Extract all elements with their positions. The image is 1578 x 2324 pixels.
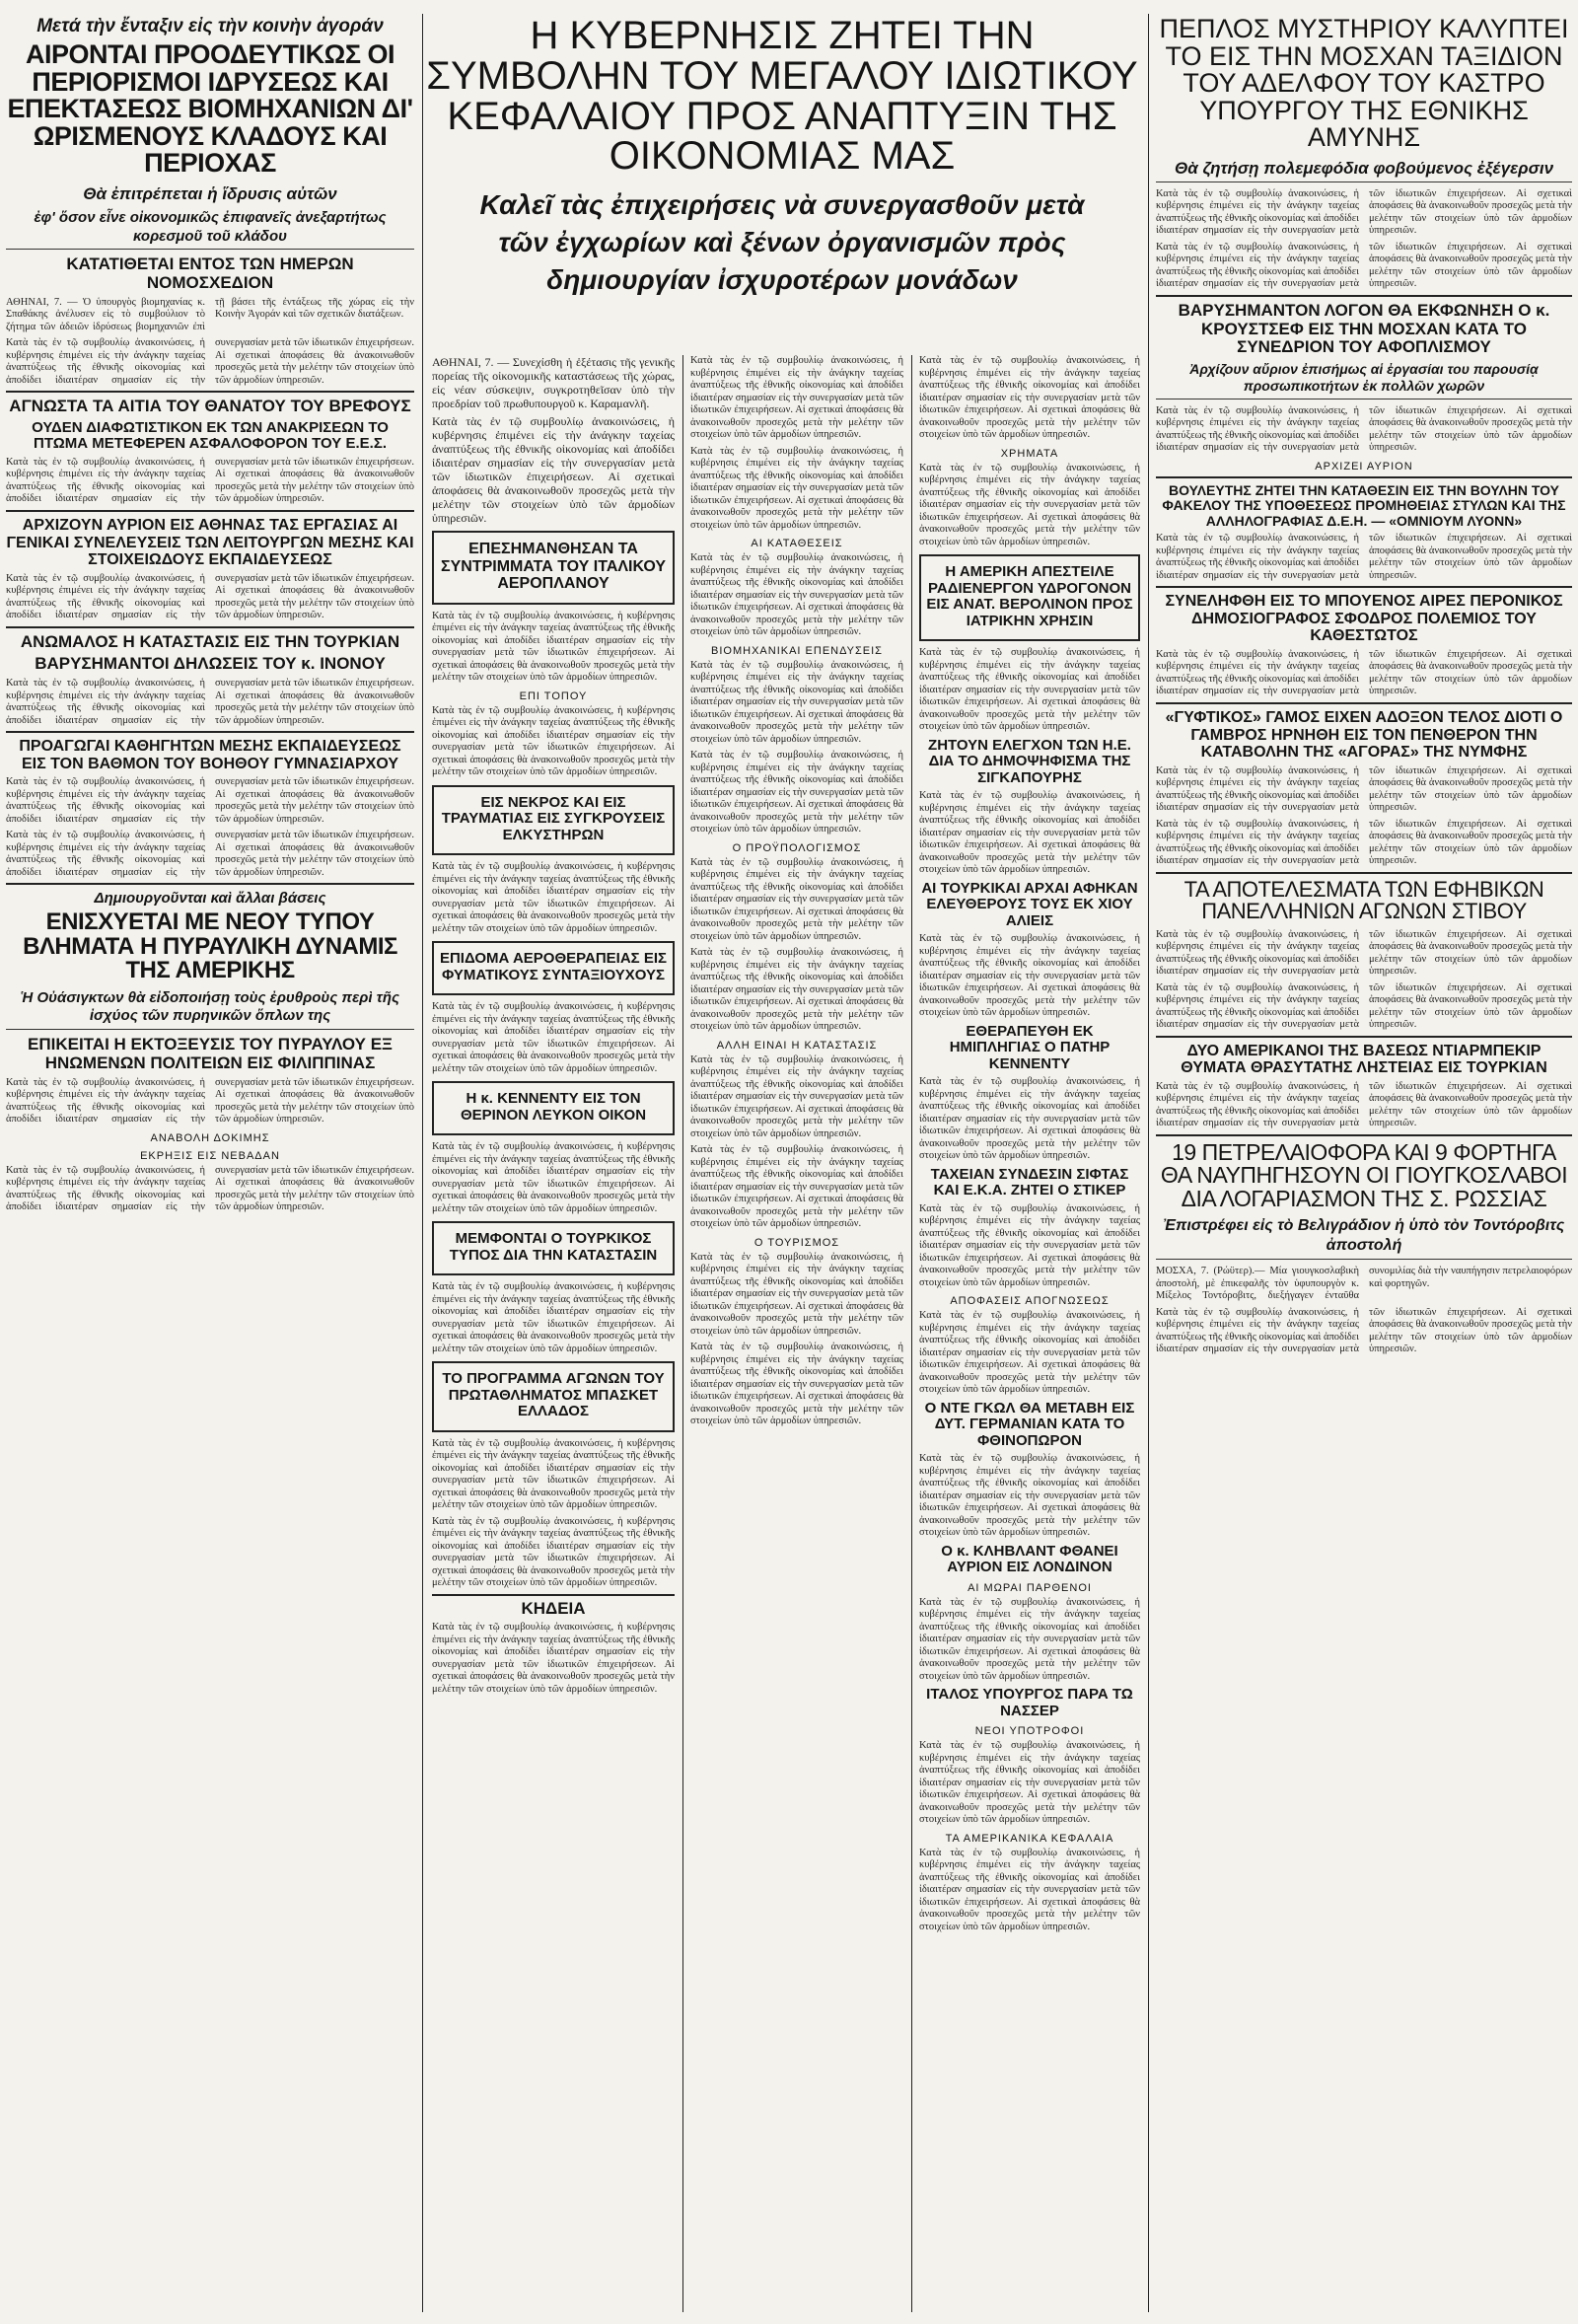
right-story7-body: Κατὰ τὰς ἐν τῷ συμβουλίῳ ἀνακοινώσεις, ἡ κυβέρνησις ἐπιμένει εἰς τὴν ἀνάγκην ταχείας ἀναπτύξεως τῆς ἐθνικῆς οἰκονομίας καὶ ἀποδίδει ἰδιαιτέραν σημασίαν εἰς τὴν συνεργασίαν μετὰ τῶν ἰδιωτικῶν ἐπιχειρήσεων. Αἱ σχετικαὶ ἀποφάσεις θὰ ἀνακοινωθοῦν προσεχῶς μετὰ τὴν μελέτην τῶν στοιχείων ὑπὸ τῶν ἁρμοδίων ὑπηρεσιῶν.: [1156, 1080, 1572, 1129]
center-box1: [432, 531, 675, 605]
center-middle-column: [684, 355, 909, 2312]
center-right-body3: Κατὰ τὰς ἐν τῷ συμβουλίῳ ἀνακοινώσεις, ἡ κυβέρνησις ἐπιμένει εἰς τὴν ἀνάγκην ταχείας ἀναπτύξεως τῆς ἐθνικῆς οἰκονομίας καὶ ἀποδίδει ἰδιαιτέραν σημασίαν εἰς τὴν συνεργασίαν μετὰ τῶν ἰδιωτικῶν ἐπιχειρήσεων. Αἱ σχετικαὶ ἀποφάσεις θὰ ἀνακοινωθοῦν προσεχῶς μετὰ τὴν μελέτην τῶν στοιχείων ὑπὸ τῶν ἁρμοδίων ὑπηρεσιῶν.: [919, 1310, 1140, 1395]
center-mid-body2: Κατὰ τὰς ἐν τῷ συμβουλίῳ ἀνακοινώσεις, ἡ κυβέρνησις ἐπιμένει εἰς τὴν ἀνάγκην ταχείας ἀναπτύξεως τῆς ἐθνικῆς οἰκονομίας καὶ ἀποδίδει ἰδιαιτέραν σημασίαν εἰς τὴν συνεργασίαν μετὰ τῶν ἰδιωτικῶν ἐπιχειρήσεων. Αἱ σχετικαὶ ἀποφάσεις θὰ ἀνακοινωθοῦν προσεχῶς μετὰ τὴν μελέτην τῶν στοιχείων ὑπὸ τῶν ἁρμοδίων ὑπηρεσιῶν.: [690, 552, 903, 637]
center-mid-small2: ΒΙΟΜΗΧΑΝΙΚΑΙ ΕΠΕΝΔΥΣΕΙΣ: [711, 644, 883, 657]
center-mid-body3: Κατὰ τὰς ἐν τῷ συμβουλίῳ ἀνακοινώσεις, ἡ κυβέρνησις ἐπιμένει εἰς τὴν ἀνάγκην ταχείας ἀναπτύξεως τῆς ἐθνικῆς οἰκονομίας καὶ ἀποδίδει ἰδιαιτέραν σημασίαν εἰς τὴν συνεργασίαν μετὰ τῶν ἰδιωτικῶν ἐπιχειρήσεων. Αἱ σχετικαὶ ἀποφάσεις θὰ ἀνακοινωθοῦν προσεχῶς μετὰ τὴν μελέτην τῶν στοιχείων ὑπὸ τῶν ἁρμοδίων ὑπηρεσιῶν.: [690, 659, 903, 745]
right-column: [1150, 14, 1578, 2312]
right-sub: Θὰ ζητήσῃ πολεμεφόδια φοβούμενος ἐξέγερσιν: [1156, 158, 1572, 182]
right-story2-body: Κατὰ τὰς ἐν τῷ συμβουλίῳ ἀνακοινώσεις, ἡ κυβέρνησις ἐπιμένει εἰς τὴν ἀνάγκην ταχείας ἀναπτύξεως τῆς ἐθνικῆς οἰκονομίας καὶ ἀποδίδει ἰδιαιτέραν σημασίαν εἰς τὴν συνεργασίαν μετὰ τῶν ἰδιωτικῶν ἐπιχειρήσεων. Αἱ σχετικαὶ ἀποφάσεις θὰ ἀνακοινωθοῦν προσεχῶς μετὰ τὴν μελέτην τῶν στοιχείων ὑπὸ τῶν ἁρμοδίων ὑπηρεσιῶν.: [1156, 404, 1572, 454]
left-story5-head: ΠΡΟΑΓΩΓΑΙ ΚΑΘΗΓΗΤΩΝ ΜΕΣΗΣ ΕΚΠΑΙΔΕΥΣΕΩΣ ΕΙΣ ΤΟΝ ΒΑΘΜΟΝ ΤΟΥ ΒΟΗΘΟΥ ΓΥΜΝΑΣΙΑΡΧΟΥ: [19, 738, 401, 772]
left-story7-small: ΑΝΑΒΟΛΗ ΔΟΚΙΜΗΣ: [150, 1131, 270, 1144]
center-mid-body5: Κατὰ τὰς ἐν τῷ συμβουλίῳ ἀνακοινώσεις, ἡ κυβέρνησις ἐπιμένει εἰς τὴν ἀνάγκην ταχείας ἀναπτύξεως τῆς ἐθνικῆς οἰκονομίας καὶ ἀποδίδει ἰδιαιτέραν σημασίαν εἰς τὴν συνεργασίαν μετὰ τῶν ἰδιωτικῶν ἐπιχειρήσεων. Αἱ σχετικαὶ ἀποφάσεις θὰ ἀνακοινωθοῦν προσεχῶς μετὰ τὴν μελέτην τῶν στοιχείων ὑπὸ τῶν ἁρμοδίων ὑπηρεσιῶν.: [690, 1053, 903, 1139]
center-left-column: [426, 355, 681, 2312]
center-right-small4: ΤΑ ΑΜΕΡΙΚΑΝΙΚΑ ΚΕΦΑΛΑΙΑ: [945, 1832, 1114, 1845]
center-mid-body1b: Κατὰ τὰς ἐν τῷ συμβουλίῳ ἀνακοινώσεις, ἡ κυβέρνησις ἐπιμένει εἰς τὴν ἀνάγκην ταχείας ἀναπτύξεως τῆς ἐθνικῆς οἰκονομίας καὶ ἀποδίδει ἰδιαιτέραν σημασίαν εἰς τὴν συνεργασίαν μετὰ τῶν ἰδιωτικῶν ἐπιχειρήσεων. Αἱ σχετικαὶ ἀποφάσεις θὰ ἀνακοινωθοῦν προσεχῶς μετὰ τὴν μελέτην τῶν στοιχείων ὑπὸ τῶν ἁρμοδίων ὑπηρεσιῶν.: [690, 445, 903, 531]
center-box1-body: Κατὰ τὰς ἐν τῷ συμβουλίῳ ἀνακοινώσεις, ἡ κυβέρνησις ἐπιμένει εἰς τὴν ἀνάγκην ταχείας ἀναπτύξεως τῆς ἐθνικῆς οἰκονομίας καὶ ἀποδίδει ἰδιαιτέραν σημασίαν εἰς τὴν συνεργασίαν μετὰ τῶν ἰδιωτικῶν ἐπιχειρήσεων. Αἱ σχετικαὶ ἀποφάσεις θὰ ἀνακοινωθοῦν προσεχῶς μετὰ τὴν μελέτην τῶν στοιχείων ὑπὸ τῶν ἁρμοδίων ὑπηρεσιῶν.: [432, 610, 675, 684]
center-right-body1: Κατὰ τὰς ἐν τῷ συμβουλίῳ ἀνακοινώσεις, ἡ κυβέρνησις ἐπιμένει εἰς τὴν ἀνάγκην ταχείας ἀναπτύξεως τῆς ἐθνικῆς οἰκονομίας καὶ ἀποδίδει ἰδιαιτέραν σημασίαν εἰς τὴν συνεργασίαν μετὰ τῶν ἰδιωτικῶν ἐπιχειρήσεων. Αἱ σχετικαὶ ἀποφάσεις θὰ ἀνακοινωθοῦν προσεχῶς μετὰ τὴν μελέτην τῶν στοιχείων ὑπὸ τῶν ἁρμοδίων ὑπηρεσιῶν.: [919, 355, 1140, 440]
column-rule: [682, 355, 683, 2312]
center-mid-small5: Ο ΤΟΥΡΙΣΜΟΣ: [753, 1236, 840, 1249]
center-rbox6-head: Ο ΝΤΕ ΓΚΩΛ ΘΑ ΜΕΤΑΒΗ ΕΙΣ ΔΥΤ. ΓΕΡΜΑΝΙΑΝ ΚΑΤΑ ΤΟ ΦΘΙΝΟΠΩΡΟΝ: [924, 1399, 1135, 1449]
center-rbox4-body: Κατὰ τὰς ἐν τῷ συμβουλίῳ ἀνακοινώσεις, ἡ κυβέρνησις ἐπιμένει εἰς τὴν ἀνάγκην ταχείας ἀναπτύξεως τῆς ἐθνικῆς οἰκονομίας καὶ ἀποδίδει ἰδιαιτέραν σημασίαν εἰς τὴν συνεργασίαν μετὰ τῶν ἰδιωτικῶν ἐπιχειρήσεων. Αἱ σχετικαὶ ἀποφάσεις θὰ ἀνακοινωθοῦν προσεχῶς μετὰ τὴν μελέτην τῶν στοιχείων ὑπὸ τῶν ἁρμοδίων ὑπηρεσιῶν.: [919, 1076, 1140, 1161]
column-rule: [422, 14, 423, 2312]
center-box1-head: ΕΠΕΣΗΜΑΝΘΗΣΑΝ ΤΑ ΣΥΝΤΡΙΜΜΑΤΑ ΤΟΥ ΙΤΑΛΙΚΟΥ ΑΕΡΟΠΛΑΝΟΥ: [441, 541, 666, 593]
center-mid-small1: ΑΙ ΚΑΤΑΘΕΣΕΙΣ: [751, 538, 843, 549]
right-story2-small: ΑΡΧΙΖΕΙ ΑΥΡΙΟΝ: [1315, 460, 1413, 472]
center-mid-body5b: Κατὰ τὰς ἐν τῷ συμβουλίῳ ἀνακοινώσεις, ἡ κυβέρνησις ἐπιμένει εἰς τὴν ἀνάγκην ταχείας ἀναπτύξεως τῆς ἐθνικῆς οἰκονομίας καὶ ἀποδίδει ἰδιαιτέραν σημασίαν εἰς τὴν συνεργασίαν μετὰ τῶν ἰδιωτικῶν ἐπιχειρήσεων. Αἱ σχετικαὶ ἀποφάσεις θὰ ἀνακοινωθοῦν προσεχῶς μετὰ τὴν μελέτην τῶν στοιχείων ὑπὸ τῶν ἁρμοδίων ὑπηρεσιῶν.: [690, 1144, 903, 1229]
left-headline: ΑΙΡΟΝΤΑΙ ΠΡΟΟΔΕΥΤΙΚΩΣ ΟΙ ΠΕΡΙΟΡΙΣΜΟΙ ΙΔΡΥΣΕΩΣ ΚΑΙ ΕΠΕΚΤΑΣΕΩΣ ΒΙΟΜΗΧΑΝΙΩΝ ΔΙ' ΩΡΙΣΜΕΝΟΥΣ ΚΛΑΔΟΥΣ ΚΑΙ ΠΕΡΙΟΧΑΣ: [7, 39, 413, 179]
divider: [1156, 872, 1572, 874]
center-right-body6: Κατὰ τὰς ἐν τῷ συμβουλίῳ ἀνακοινώσεις, ἡ κυβέρνησις ἐπιμένει εἰς τὴν ἀνάγκην ταχείας ἀναπτύξεως τῆς ἐθνικῆς οἰκονομίας καὶ ἀποδίδει ἰδιαιτέραν σημασίαν εἰς τὴν συνεργασίαν μετὰ τῶν ἰδιωτικῶν ἐπιχειρήσεων. Αἱ σχετικαὶ ἀποφάσεις θὰ ἀνακοινωθοῦν προσεχῶς μετὰ τὴν μελέτην τῶν στοιχείων ὑπὸ τῶν ἁρμοδίων ὑπηρεσιῶν.: [919, 1847, 1140, 1932]
right-headline: ΠΕΠΛΟΣ ΜΥΣΤΗΡΙΟΥ ΚΑΛΥΠΤΕΙ ΤΟ ΕΙΣ ΤΗΝ ΜΟΣΧΑΝ ΤΑΞΙΔΙΟΝ ΤΟΥ ΑΔΕΛΦΟΥ ΤΟΥ ΚΑΣΤΡΟ ΥΠΟΥΡΓΟΥ ΤΗΣ ΕΘΝΙΚΗΣ ΑΜΥΝΗΣ: [1159, 14, 1569, 153]
divider: [1156, 1134, 1572, 1136]
center-rbox2-body: Κατὰ τὰς ἐν τῷ συμβουλίῳ ἀνακοινώσεις, ἡ κυβέρνησις ἐπιμένει εἰς τὴν ἀνάγκην ταχείας ἀναπτύξεως τῆς ἐθνικῆς οἰκονομίας καὶ ἀποδίδει ἰδιαιτέραν σημασίαν εἰς τὴν συνεργασίαν μετὰ τῶν ἰδιωτικῶν ἐπιχειρήσεων. Αἱ σχετικαὶ ἀποφάσεις θὰ ἀνακοινωθοῦν προσεχῶς μετὰ τὴν μελέτην τῶν στοιχείων ὑπὸ τῶν ἁρμοδίων ὑπηρεσιῶν.: [919, 790, 1140, 875]
left-story8-body: Κατὰ τὰς ἐν τῷ συμβουλίῳ ἀνακοινώσεις, ἡ κυβέρνησις ἐπιμένει εἰς τὴν ἀνάγκην ταχείας ἀναπτύξεως τῆς ἐθνικῆς οἰκονομίας καὶ ἀποδίδει ἰδιαιτέραν σημασίαν εἰς τὴν συνεργασίαν μετὰ τῶν ἰδιωτικῶν ἐπιχειρήσεων. Αἱ σχετικαὶ ἀποφάσεις θὰ ἀνακοινωθοῦν προσεχῶς μετὰ τὴν μελέτην τῶν στοιχείων ὑπὸ τῶν ἁρμοδίων ὑπηρεσιῶν.: [6, 1164, 414, 1213]
left-story4-sub: ΒΑΡΥΣΗΜΑΝΤΟΙ ΔΗΛΩΣΕΙΣ ΤΟΥ κ. ΙΝΟΝΟΥ: [35, 654, 386, 674]
center-rbox3-head: ΑΙ ΤΟΥΡΚΙΚΑΙ ΑΡΧΑΙ ΑΦΗΚΑΝ ΕΛΕΥΘΕΡΟΥΣ ΤΟΥΣ ΕΚ ΧΙΟΥ ΑΛΙΕΙΣ: [921, 879, 1138, 929]
center-box5-head: ΜΕΜΦΟΝΤΑΙ Ο ΤΟΥΡΚΙΚΟΣ ΤΥΠΟΣ ΔΙΑ ΤΗΝ ΚΑΤΑΣΤΑΣΙΝ: [449, 1230, 658, 1264]
center-rbox3-body: Κατὰ τὰς ἐν τῷ συμβουλίῳ ἀνακοινώσεις, ἡ κυβέρνησις ἐπιμένει εἰς τὴν ἀνάγκην ταχείας ἀναπτύξεως τῆς ἐθνικῆς οἰκονομίας καὶ ἀποδίδει ἰδιαιτέραν σημασίαν εἰς τὴν συνεργασίαν μετὰ τῶν ἰδιωτικῶν ἐπιχειρήσεων. Αἱ σχετικαὶ ἀποφάσεις θὰ ἀνακοινωθοῦν προσεχῶς μετὰ τὴν μελέτην τῶν στοιχείων ὑπὸ τῶν ἁρμοδίων ὑπηρεσιῶν.: [919, 933, 1140, 1018]
right-story6-head: ΤΑ ΑΠΟΤΕΛΕΣΜΑΤΑ ΤΩΝ ΕΦΗΒΙΚΩΝ ΠΑΝΕΛΛΗΝΙΩΝ ΑΓΩΝΩΝ ΣΤΙΒΟΥ: [1184, 876, 1544, 924]
center-box6-body2: Κατὰ τὰς ἐν τῷ συμβουλίῳ ἀνακοινώσεις, ἡ κυβέρνησις ἐπιμένει εἰς τὴν ἀνάγκην ταχείας ἀναπτύξεως τῆς ἐθνικῆς οἰκονομίας καὶ ἀποδίδει ἰδιαιτέραν σημασίαν εἰς τὴν συνεργασίαν μετὰ τῶν ἰδιωτικῶν ἐπιχειρήσεων. Αἱ σχετικαὶ ἀποφάσεις θὰ ἀνακοινωθοῦν προσεχῶς μετὰ τὴν μελέτην τῶν στοιχείων ὑπὸ τῶν ἁρμοδίων ὑπηρεσιῶν.: [432, 1515, 675, 1589]
right-story2-sub: Ἀρχίζουν αὔριον ἐπισήμως αἱ ἐργασίαι του παρουσίᾳ προσωπικοτήτων ἐκ πολλῶν χωρῶν: [1156, 361, 1572, 399]
left-story3-body: Κατὰ τὰς ἐν τῷ συμβουλίῳ ἀνακοινώσεις, ἡ κυβέρνησις ἐπιμένει εἰς τὴν ἀνάγκην ταχείας ἀναπτύξεως τῆς ἐθνικῆς οἰκονομίας καὶ ἀποδίδει ἰδιαιτέραν σημασίαν εἰς τὴν συνεργασίαν μετὰ τῶν ἰδιωτικῶν ἐπιχειρήσεων. Αἱ σχετικαὶ ἀποφάσεις θὰ ἀνακοινωθοῦν προσεχῶς μετὰ τὴν μελέτην τῶν στοιχείων ὑπὸ τῶν ἁρμοδίων ὑπηρεσιῶν.: [6, 572, 414, 621]
left-story4-head: ΑΝΩΜΑΛΟΣ Η ΚΑΤΑΣΤΑΣΙΣ ΕΙΣ ΤΗΝ ΤΟΥΡΚΙΑΝ: [20, 631, 400, 651]
center-mid-body6b: Κατὰ τὰς ἐν τῷ συμβουλίῳ ἀνακοινώσεις, ἡ κυβέρνησις ἐπιμένει εἰς τὴν ἀνάγκην ταχείας ἀναπτύξεως τῆς ἐθνικῆς οἰκονομίας καὶ ἀποδίδει ἰδιαιτέραν σημασίαν εἰς τὴν συνεργασίαν μετὰ τῶν ἰδιωτικῶν ἐπιχειρήσεων. Αἱ σχετικαὶ ἀποφάσεις θὰ ἀνακοινωθοῦν προσεχῶς μετὰ τὴν μελέτην τῶν στοιχείων ὑπὸ τῶν ἁρμοδίων ὑπηρεσιῶν.: [690, 1342, 903, 1426]
center-right-body2: Κατὰ τὰς ἐν τῷ συμβουλίῳ ἀνακοινώσεις, ἡ κυβέρνησις ἐπιμένει εἰς τὴν ἀνάγκην ταχείας ἀναπτύξεως τῆς ἐθνικῆς οἰκονομίας καὶ ἀποδίδει ἰδιαιτέραν σημασίαν εἰς τὴν συνεργασίαν μετὰ τῶν ἰδιωτικῶν ἐπιχειρήσεων. Αἱ σχετικαὶ ἀποφάσεις θὰ ἀνακοινωθοῦν προσεχῶς μετὰ τὴν μελέτην τῶν στοιχείων ὑπὸ τῶν ἁρμοδίων ὑπηρεσιῶν.: [919, 462, 1140, 547]
center-rbox1-head: Η ΑΜΕΡΙΚΗ ΑΠΕΣΤΕΙΛΕ ΡΑΔΙΕΝΕΡΓΟΝ ΥΔΡΟΓΟΝΟΝ ΕΙΣ ΑΝΑΤ. ΒΕΡΟΛΙΝΟΝ ΠΡΟΣ ΙΑΤΡΙΚΗΝ ΧΡΗΣΙΝ: [926, 563, 1133, 629]
center-box4-head: Η κ. ΚΕΝΝΕΝΤΥ ΕΙΣ ΤΟΝ ΘΕΡΙΝΟΝ ΛΕΥΚΟΝ ΟΙΚΟΝ: [460, 1090, 647, 1124]
center-right-body4: Κατὰ τὰς ἐν τῷ συμβουλίῳ ἀνακοινώσεις, ἡ κυβέρνησις ἐπιμένει εἰς τὴν ἀνάγκην ταχείας ἀναπτύξεως τῆς ἐθνικῆς οἰκονομίας καὶ ἀποδίδει ἰδιαιτέραν σημασίαν εἰς τὴν συνεργασίαν μετὰ τῶν ἰδιωτικῶν ἐπιχειρήσεων. Αἱ σχετικαὶ ἀποφάσεις θὰ ἀνακοινωθοῦν προσεχῶς μετὰ τὴν μελέτην τῶν στοιχείων ὑπὸ τῶν ἁρμοδίων ὑπηρεσιῶν.: [919, 1596, 1140, 1682]
center-banner: [420, 14, 1144, 299]
center-box1-body2: Κατὰ τὰς ἐν τῷ συμβουλίῳ ἀνακοινώσεις, ἡ κυβέρνησις ἐπιμένει εἰς τὴν ἀνάγκην ταχείας ἀναπτύξεως τῆς ἐθνικῆς οἰκονομίας καὶ ἀποδίδει ἰδιαιτέραν σημασίαν εἰς τὴν συνεργασίαν μετὰ τῶν ἰδιωτικῶν ἐπιχειρήσεων. Αἱ σχετικαὶ ἀποφάσεις θὰ ἀνακοινωθοῦν προσεχῶς μετὰ τὴν μελέτην τῶν στοιχείων ὑπὸ τῶν ἁρμοδίων ὑπηρεσιῶν.: [432, 704, 675, 778]
center-right-column: [913, 355, 1146, 2312]
center-box4: [432, 1081, 675, 1135]
left-sub2: ἐφ' ὅσον εἶνε οἰκονομικῶς ἐπιφανεῖς ἀνεξαρτήτως κορεσμοῦ τοῦ κλάδου: [6, 209, 414, 251]
center-banner-headline: Η ΚΥΒΕΡΝΗΣΙΣ ΖΗΤΕΙ ΤΗΝ ΣΥΜΒΟΛΗΝ ΤΟΥ ΜΕΓΑΛΟΥ ΙΔΙΩΤΙΚΟΥ ΚΕΦΑΛΑΙΟΥ ΠΡΟΣ ΑΝΑΠΤΥΞΙΝ ΤΗΣ ΟΙΚΟΝΟΜΙΑΣ ΜΑΣ: [426, 14, 1138, 179]
right-story6-body: Κατὰ τὰς ἐν τῷ συμβουλίῳ ἀνακοινώσεις, ἡ κυβέρνησις ἐπιμένει εἰς τὴν ἀνάγκην ταχείας ἀναπτύξεως τῆς ἐθνικῆς οἰκονομίας καὶ ἀποδίδει ἰδιαιτέραν σημασίαν εἰς τὴν συνεργασίαν μετὰ τῶν ἰδιωτικῶν ἐπιχειρήσεων. Αἱ σχετικαὶ ἀποφάσεις θὰ ἀνακοινωθοῦν προσεχῶς μετὰ τὴν μελέτην τῶν στοιχείων ὑπὸ τῶν ἁρμοδίων ὑπηρεσιῶν.: [1156, 928, 1572, 978]
center-box4-body: Κατὰ τὰς ἐν τῷ συμβουλίῳ ἀνακοινώσεις, ἡ κυβέρνησις ἐπιμένει εἰς τὴν ἀνάγκην ταχείας ἀναπτύξεως τῆς ἐθνικῆς οἰκονομίας καὶ ἀποδίδει ἰδιαιτέραν σημασίαν εἰς τὴν συνεργασίαν μετὰ τῶν ἰδιωτικῶν ἐπιχειρήσεων. Αἱ σχετικαὶ ἀποφάσεις θὰ ἀνακοινωθοῦν προσεχῶς μετὰ τὴν μελέτην τῶν στοιχείων ὑπὸ τῶν ἁρμοδίων ὑπηρεσιῶν.: [432, 1141, 675, 1214]
right-story6-body2: Κατὰ τὰς ἐν τῷ συμβουλίῳ ἀνακοινώσεις, ἡ κυβέρνησις ἐπιμένει εἰς τὴν ἀνάγκην ταχείας ἀναπτύξεως τῆς ἐθνικῆς οἰκονομίας καὶ ἀποδίδει ἰδιαιτέραν σημασίαν εἰς τὴν συνεργασίαν μετὰ τῶν ἰδιωτικῶν ἐπιχειρήσεων. Αἱ σχετικαὶ ἀποφάσεις θὰ ἀνακοινωθοῦν προσεχῶς μετὰ τὴν μελέτην τῶν στοιχείων ὑπὸ τῶν ἁρμοδίων ὑπηρεσιῶν.: [1156, 981, 1572, 1031]
left-column: [0, 14, 420, 2312]
center-mid-body1: Κατὰ τὰς ἐν τῷ συμβουλίῳ ἀνακοινώσεις, ἡ κυβέρνησις ἐπιμένει εἰς τὴν ἀνάγκην ταχείας ἀναπτύξεως τῆς ἐθνικῆς οἰκονομίας καὶ ἀποδίδει ἰδιαιτέραν σημασίαν εἰς τὴν συνεργασίαν μετὰ τῶν ἰδιωτικῶν ἐπιχειρήσεων. Αἱ σχετικαὶ ἀποφάσεις θὰ ἀνακοινωθοῦν προσεχῶς μετὰ τὴν μελέτην τῶν στοιχείων ὑπὸ τῶν ἁρμοδίων ὑπηρεσιῶν.: [690, 355, 903, 440]
center-mid-small4: ΑΛΛΗ ΕΙΝΑΙ Η ΚΑΤΑΣΤΑΣΙΣ: [716, 1039, 878, 1052]
center-box5: [432, 1221, 675, 1275]
right-story3-body: Κατὰ τὰς ἐν τῷ συμβουλίῳ ἀνακοινώσεις, ἡ κυβέρνησις ἐπιμένει εἰς τὴν ἀνάγκην ταχείας ἀναπτύξεως τῆς ἐθνικῆς οἰκονομίας καὶ ἀποδίδει ἰδιαιτέραν σημασίαν εἰς τὴν συνεργασίαν μετὰ τῶν ἰδιωτικῶν ἐπιχειρήσεων. Αἱ σχετικαὶ ἀποφάσεις θὰ ἀνακοινωθοῦν προσεχῶς μετὰ τὴν μελέτην τῶν στοιχείων ὑπὸ τῶν ἁρμοδίων ὑπηρεσιῶν.: [1156, 533, 1572, 581]
left-story2-sub: ΟΥΔΕΝ ΔΙΑΦΩΤΙΣΤΙΚΟΝ ΕΚ ΤΩΝ ΑΝΑΚΡΙΣΕΩΝ ΤΟ ΠΤΩΜΑ ΜΕΤΕΦΕΡΕΝ ΑΣΦΑΛΟΦΟΡΟΝ ΤΟΥ Ε.Ε.Σ.: [32, 418, 389, 453]
center-mid-body3b: Κατὰ τὰς ἐν τῷ συμβουλίῳ ἀνακοινώσεις, ἡ κυβέρνησις ἐπιμένει εἰς τὴν ἀνάγκην ταχείας ἀναπτύξεως τῆς ἐθνικῆς οἰκονομίας καὶ ἀποδίδει ἰδιαιτέραν σημασίαν εἰς τὴν συνεργασίαν μετὰ τῶν ἰδιωτικῶν ἐπιχειρήσεων. Αἱ σχετικαὶ ἀποφάσεις θὰ ἀνακοινωθοῦν προσεχῶς μετὰ τὴν μελέτην τῶν στοιχείων ὑπὸ τῶν ἁρμοδίων ὑπηρεσιῶν.: [690, 750, 903, 835]
center-box7-head: ΚΗΔΕΙΑ: [432, 1594, 675, 1619]
divider: [6, 731, 414, 733]
center-rbox5-head: ΤΑΧΕΙΑΝ ΣΥΝΔΕΣΙΝ ΣΙΦΤΑΣ ΚΑΙ Ε.Κ.Α. ΖΗΤΕΙ Ο ΣΤΙΚΕΡ: [930, 1165, 1129, 1198]
left-story4-body: Κατὰ τὰς ἐν τῷ συμβουλίῳ ἀνακοινώσεις, ἡ κυβέρνησις ἐπιμένει εἰς τὴν ἀνάγκην ταχείας ἀναπτύξεως τῆς ἐθνικῆς οἰκονομίας καὶ ἀποδίδει ἰδιαιτέραν σημασίαν εἰς τὴν συνεργασίαν μετὰ τῶν ἰδιωτικῶν ἐπιχειρήσεων. Αἱ σχετικαὶ ἀποφάσεις θὰ ἀνακοινωθοῦν προσεχῶς μετὰ τὴν μελέτην τῶν στοιχείων ὑπὸ τῶν ἁρμοδίων ὑπηρεσιῶν.: [6, 678, 414, 726]
column-rule: [1148, 14, 1149, 2312]
center-rbox5-body: Κατὰ τὰς ἐν τῷ συμβουλίῳ ἀνακοινώσεις, ἡ κυβέρνησις ἐπιμένει εἰς τὴν ἀνάγκην ταχείας ἀναπτύξεως τῆς ἐθνικῆς οἰκονομίας καὶ ἀποδίδει ἰδιαιτέραν σημασίαν εἰς τὴν συνεργασίαν μετὰ τῶν ἰδιωτικῶν ἐπιχειρήσεων. Αἱ σχετικαὶ ἀποφάσεις θὰ ἀνακοινωθοῦν προσεχῶς μετὰ τὴν μελέτην τῶν στοιχείων ὑπὸ τῶν ἁρμοδίων ὑπηρεσιῶν.: [919, 1202, 1140, 1288]
center-rbox6-body: Κατὰ τὰς ἐν τῷ συμβουλίῳ ἀνακοινώσεις, ἡ κυβέρνησις ἐπιμένει εἰς τὴν ἀνάγκην ταχείας ἀναπτύξεως τῆς ἐθνικῆς οἰκονομίας καὶ ἀποδίδει ἰδιαιτέραν σημασίαν εἰς τὴν συνεργασίαν μετὰ τῶν ἰδιωτικῶν ἐπιχειρήσεων. Αἱ σχετικαὶ ἀποφάσεις θὰ ἀνακοινωθοῦν προσεχῶς μετὰ τὴν μελέτην τῶν στοιχείων ὑπὸ τῶν ἁρμοδίων ὑπηρεσιῶν.: [919, 1453, 1140, 1538]
left-story6-sub: Ἡ Οὐάσιγκτων θὰ εἰδοποιήσῃ τοὺς ἐρυθροὺς περὶ τῆς ἰσχύος τῶν πυρηνικῶν ὅπλων της: [6, 989, 414, 1031]
center-lead: ΑΘΗΝΑΙ, 7. — Συνεχίσθη ἡ ἐξέτασις τῆς γενικῆς πορείας τῆς οἰκονομικῆς καταστάσεως τῆς χώρας, εἰς νέαν σύσκεψιν, συγκροτηθεῖσαν ὑπὸ τὴν προεδρίαν τοῦ πρωθυπουργοῦ κ. Καραμανλῆ.: [432, 355, 675, 410]
left-story1-lead: ΑΘΗΝΑΙ, 7. — Ὁ ὑπουργὸς βιομηχανίας κ. Σπαθάκης ἀνέλυσεν εἰς τὸ συμβούλιον τὸ ζήτημα τῶν ἀδειῶν ἱδρύσεως βιομηχανιῶν ἐπὶ τῇ βάσει τῆς ἐντάξεως τῆς χώρας εἰς τὴν Κοινὴν Ἀγοράν καὶ τῶν σχετικῶν διατάξεων.: [6, 296, 414, 332]
divider: [1156, 476, 1572, 478]
divider: [6, 391, 414, 393]
right-story3-head: ΒΟΥΛΕΥΤΗΣ ΖΗΤΕΙ ΤΗΝ ΚΑΤΑΘΕΣΙΝ ΕΙΣ ΤΗΝ ΒΟΥΛΗΝ ΤΟΥ ΦΑΚΕΛΟΥ ΤΗΣ ΥΠΟΘΕΣΕΩΣ ΠΡΟΜΗΘΕΙΑΣ ΣΤΥΛΩΝ ΚΑΙ ΤΗΣ ΑΛΛΗΛΟΓΡΑΦΙΑΣ Δ.Ε.Η. — «ΟΜΝΙΟΥΜ ΛΥΟΝΝ»: [1162, 481, 1566, 529]
center-box3: [432, 941, 675, 995]
right-story8-head: 19 ΠΕΤΡΕΛΑΙΟΦΟΡΑ ΚΑΙ 9 ΦΟΡΤΗΓΑ ΘΑ ΝΑΥΠΗΓΗΣΟΥΝ ΟΙ ΓΙΟΥΓΚΟΣΛΑΒΟΙ ΔΙΑ ΛΟΓΑΡΙΑΣΜΟΝ ΤΗΣ Σ. ΡΩΣΣΙΑΣ: [1160, 1138, 1568, 1211]
center-subbanner: Καλεῖ τὰς ἐπιχειρήσεις νὰ συνεργασθοῦν μετὰ τῶν ἐγχωρίων καὶ ξένων ὀργανισμῶν πρὸς δημιουργίαν ἰσχυροτέρων μονάδων: [479, 189, 1085, 295]
center-box2-body: Κατὰ τὰς ἐν τῷ συμβουλίῳ ἀνακοινώσεις, ἡ κυβέρνησις ἐπιμένει εἰς τὴν ἀνάγκην ταχείας ἀναπτύξεως τῆς ἐθνικῆς οἰκονομίας καὶ ἀποδίδει ἰδιαιτέραν σημασίαν εἰς τὴν συνεργασίαν μετὰ τῶν ἰδιωτικῶν ἐπιχειρήσεων. Αἱ σχετικαὶ ἀποφάσεις θὰ ἀνακοινωθοῦν προσεχῶς μετὰ τὴν μελέτην τῶν στοιχείων ὑπὸ τῶν ἁρμοδίων ὑπηρεσιῶν.: [432, 861, 675, 934]
center-box5-body: Κατὰ τὰς ἐν τῷ συμβουλίῳ ἀνακοινώσεις, ἡ κυβέρνησις ἐπιμένει εἰς τὴν ἀνάγκην ταχείας ἀναπτύξεως τῆς ἐθνικῆς οἰκονομίας καὶ ἀποδίδει ἰδιαιτέραν σημασίαν εἰς τὴν συνεργασίαν μετὰ τῶν ἰδιωτικῶν ἐπιχειρήσεων. Αἱ σχετικαὶ ἀποφάσεις θὰ ἀνακοινωθοῦν προσεχῶς μετὰ τὴν μελέτην τῶν στοιχείων ὑπὸ τῶν ἁρμοδίων ὑπηρεσιῶν.: [432, 1281, 675, 1354]
center-right-small1: ΧΡΗΜΑΤΑ: [1000, 447, 1059, 460]
right-story8-lead: ΜΟΣΧΑ, 7. (Ρώϋτερ).— Μία γιουγκοσλαβικὴ ἀποστολή, μὲ ἐπικεφαλῆς τὸν ὑφυπουργὸν κ. Μίξελος Τοντόροβιτς, διεξήγαγεν ἐνταῦθα συνομιλίας διὰ τὴν ναυπήγησιν πετρελαιοφόρων καὶ φορτηγῶν.: [1156, 1266, 1572, 1302]
center-lead-body: Κατὰ τὰς ἐν τῷ συμβουλίῳ ἀνακοινώσεις, ἡ κυβέρνησις ἐπιμένει εἰς τὴν ἀνάγκην ταχείας ἀναπτύξεως τῆς ἐθνικῆς οἰκονομίας καὶ ἀποδίδει ἰδιαιτέραν σημασίαν εἰς τὴν συνεργασίαν μετὰ τῶν ἰδιωτικῶν ἐπιχειρήσεων. Αἱ σχετικαὶ ἀποφάσεις θὰ ἀνακοινωθοῦν προσεχῶς μετὰ τὴν μελέτην τῶν στοιχείων ὑπὸ τῶν ἁρμοδίων ὑπηρεσιῶν.: [432, 414, 675, 525]
center-rbox7-head: Ο κ. ΚΛΗΒΛΑΝΤ ΦΘΑΝΕΙ ΑΥΡΙΟΝ ΕΙΣ ΛΟΝΔΙΝΟΝ: [941, 1542, 1118, 1575]
right-story1-body: Κατὰ τὰς ἐν τῷ συμβουλίῳ ἀνακοινώσεις, ἡ κυβέρνησις ἐπιμένει εἰς τὴν ἀνάγκην ταχείας ἀναπτύξεως τῆς ἐθνικῆς οἰκονομίας καὶ ἀποδίδει ἰδιαιτέραν σημασίαν εἰς τὴν συνεργασίαν μετὰ τῶν ἰδιωτικῶν ἐπιχειρήσεων. Αἱ σχετικαὶ ἀποφάσεις θὰ ἀνακοινωθοῦν προσεχῶς μετὰ τὴν μελέτην τῶν στοιχείων ὑπὸ τῶν ἁρμοδίων ὑπηρεσιῶν.: [1156, 187, 1572, 237]
center-box1-small: ΕΠΙ ΤΟΠΟΥ: [519, 690, 588, 702]
left-sub1: Θὰ ἐπιτρέπεται ἡ ἵδρυσις αὐτῶν: [83, 183, 337, 203]
center-mid-body6: Κατὰ τὰς ἐν τῷ συμβουλίῳ ἀνακοινώσεις, ἡ κυβέρνησις ἐπιμένει εἰς τὴν ἀνάγκην ταχείας ἀναπτύξεως τῆς ἐθνικῆς οἰκονομίας καὶ ἀποδίδει ἰδιαιτέραν σημασίαν εἰς τὴν συνεργασίαν μετὰ τῶν ἰδιωτικῶν ἐπιχειρήσεων. Αἱ σχετικαὶ ἀποφάσεις θὰ ἀνακοινωθοῦν προσεχῶς μετὰ τὴν μελέτην τῶν στοιχείων ὑπὸ τῶν ἁρμοδίων ὑπηρεσιῶν.: [690, 1251, 903, 1337]
center-right-body5: Κατὰ τὰς ἐν τῷ συμβουλίῳ ἀνακοινώσεις, ἡ κυβέρνησις ἐπιμένει εἰς τὴν ἀνάγκην ταχείας ἀναπτύξεως τῆς ἐθνικῆς οἰκονομίας καὶ ἀποδίδει ἰδιαιτέραν σημασίαν εἰς τὴν συνεργασίαν μετὰ τῶν ἰδιωτικῶν ἐπιχειρήσεων. Αἱ σχετικαὶ ἀποφάσεις θὰ ἀνακοινωθοῦν προσεχῶς μετὰ τὴν μελέτην τῶν στοιχείων ὑπὸ τῶν ἁρμοδίων ὑπηρεσιῶν.: [919, 1740, 1140, 1825]
left-story2-body: Κατὰ τὰς ἐν τῷ συμβουλίῳ ἀνακοινώσεις, ἡ κυβέρνησις ἐπιμένει εἰς τὴν ἀνάγκην ταχείας ἀναπτύξεως τῆς ἐθνικῆς οἰκονομίας καὶ ἀποδίδει ἰδιαιτέραν σημασίαν εἰς τὴν συνεργασίαν μετὰ τῶν ἰδιωτικῶν ἐπιχειρήσεων. Αἱ σχετικαὶ ἀποφάσεις θὰ ἀνακοινωθοῦν προσεχῶς μετὰ τὴν μελέτην τῶν στοιχείων ὑπὸ τῶν ἁρμοδίων ὑπηρεσιῶν.: [6, 456, 414, 505]
left-story7-head: ΕΠΙΚΕΙΤΑΙ Η ΕΚΤΟΞΕΥΣΙΣ ΤΟΥ ΠΥΡΑΥΛΟΥ ΕΞ ΗΝΩΜΕΝΩΝ ΠΟΛΙΤΕΙΩΝ ΕΙΣ ΦΙΛΙΠΠΙΝΑΣ: [28, 1035, 393, 1072]
center-box7-body: Κατὰ τὰς ἐν τῷ συμβουλίῳ ἀνακοινώσεις, ἡ κυβέρνησις ἐπιμένει εἰς τὴν ἀνάγκην ταχείας ἀναπτύξεως τῆς ἐθνικῆς οἰκονομίας καὶ ἀποδίδει ἰδιαιτέραν σημασίαν εἰς τὴν συνεργασίαν μετὰ τῶν ἰδιωτικῶν ἐπιχειρήσεων. Αἱ σχετικαὶ ἀποφάσεις θὰ ἀνακοινωθοῦν προσεχῶς μετὰ τὴν μελέτην τῶν στοιχείων ὑπὸ τῶν ἁρμοδίων ὑπηρεσιῶν.: [432, 1622, 675, 1695]
left-story1-body: Κατὰ τὰς ἐν τῷ συμβουλίῳ ἀνακοινώσεις, ἡ κυβέρνησις ἐπιμένει εἰς τὴν ἀνάγκην ταχείας ἀναπτύξεως τῆς ἐθνικῆς οἰκονομίας καὶ ἀποδίδει ἰδιαιτέραν σημασίαν εἰς τὴν συνεργασίαν μετὰ τῶν ἰδιωτικῶν ἐπιχειρήσεων. Αἱ σχετικαὶ ἀποφάσεις θὰ ἀνακοινωθοῦν προσεχῶς μετὰ τὴν μελέτην τῶν στοιχείων ὑπὸ τῶν ἁρμοδίων ὑπηρεσιῶν.: [6, 337, 414, 386]
center-box6-head: ΤΟ ΠΡΟΓΡΑΜΜΑ ΑΓΩΝΩΝ ΤΟΥ ΠΡΩΤΑΘΛΗΜΑΤΟΣ ΜΠΑΣΚΕΤ ΕΛΛΑΔΟΣ: [442, 1370, 665, 1420]
divider: [1156, 1036, 1572, 1038]
center-rbox9-head: ΝΕΟΙ ΥΠΟΤΡΟΦΟΙ: [974, 1725, 1085, 1737]
left-strap: ΚΑΤΑΤΙΘΕΤΑΙ ΕΝΤΟΣ ΤΩΝ ΗΜΕΡΩΝ ΝΟΜΟΣΧΕΔΙΟΝ: [66, 254, 354, 293]
right-story4-body: Κατὰ τὰς ἐν τῷ συμβουλίῳ ἀνακοινώσεις, ἡ κυβέρνησις ἐπιμένει εἰς τὴν ἀνάγκην ταχείας ἀναπτύξεως τῆς ἐθνικῆς οἰκονομίας καὶ ἀποδίδει ἰδιαιτέραν σημασίαν εἰς τὴν συνεργασίαν μετὰ τῶν ἰδιωτικῶν ἐπιχειρήσεων. Αἱ σχετικαὶ ἀποφάσεις θὰ ἀνακοινωθοῦν προσεχῶς μετὰ τὴν μελέτην τῶν στοιχείων ὑπὸ τῶν ἁρμοδίων ὑπηρεσιῶν.: [1156, 648, 1572, 697]
divider: [1156, 702, 1572, 704]
center-box6-body: Κατὰ τὰς ἐν τῷ συμβουλίῳ ἀνακοινώσεις, ἡ κυβέρνησις ἐπιμένει εἰς τὴν ἀνάγκην ταχείας ἀναπτύξεως τῆς ἐθνικῆς οἰκονομίας καὶ ἀποδίδει ἰδιαιτέραν σημασίαν εἰς τὴν συνεργασίαν μετὰ τῶν ἰδιωτικῶν ἐπιχειρήσεων. Αἱ σχετικαὶ ἀποφάσεις θὰ ἀνακοινωθοῦν προσεχῶς μετὰ τὴν μελέτην τῶν στοιχείων ὑπὸ τῶν ἁρμοδίων ὑπηρεσιῶν.: [432, 1437, 675, 1511]
center-right-small2: ΑΠΟΦΑΣΕΙΣ ΑΠΟΓΝΩΣΕΩΣ: [950, 1295, 1110, 1307]
divider: [6, 626, 414, 628]
left-story7-body: Κατὰ τὰς ἐν τῷ συμβουλίῳ ἀνακοινώσεις, ἡ κυβέρνησις ἐπιμένει εἰς τὴν ἀνάγκην ταχείας ἀναπτύξεως τῆς ἐθνικῆς οἰκονομίας καὶ ἀποδίδει ἰδιαιτέραν σημασίαν εἰς τὴν συνεργασίαν μετὰ τῶν ἰδιωτικῶν ἐπιχειρήσεων. Αἱ σχετικαὶ ἀποφάσεις θὰ ἀνακοινωθοῦν προσεχῶς μετὰ τὴν μελέτην τῶν στοιχείων ὑπὸ τῶν ἁρμοδίων ὑπηρεσιῶν.: [6, 1076, 414, 1126]
left-story3-head: ΑΡΧΙΖΟΥΝ ΑΥΡΙΟΝ ΕΙΣ ΑΘΗΝΑΣ ΤΑΣ ΕΡΓΑΣΙΑΣ ΑΙ ΓΕΝΙΚΑΙ ΣΥΝΕΛΕΥΣΕΙΣ ΤΩΝ ΛΕΙΤΟΥΡΓΩΝ ΜΕΣΗΣ ΚΑΙ ΣΤΟΙΧΕΙΩΔΟΥΣ ΕΚΠΑΙΔΕΥΣΕΩΣ: [6, 516, 414, 569]
divider: [1156, 586, 1572, 588]
center-box2-head: ΕΙΣ ΝΕΚΡΟΣ ΚΑΙ ΕΙΣ ΤΡΑΥΜΑΤΙΑΣ ΕΙΣ ΣΥΓΚΡΟΥΣΕΙΣ ΕΛΚΥΣΤΗΡΩΝ: [441, 793, 666, 843]
center-box3-head: ΕΠΙΔΟΜΑ ΑΕΡΟΘΕΡΑΠΕΙΑΣ ΕΙΣ ΦΥΜΑΤΙΚΟΥΣ ΣΥΝΤΑΞΙΟΥΧΟΥΣ: [439, 950, 668, 983]
left-story5-body: Κατὰ τὰς ἐν τῷ συμβουλίῳ ἀνακοινώσεις, ἡ κυβέρνησις ἐπιμένει εἰς τὴν ἀνάγκην ταχείας ἀναπτύξεως τῆς ἐθνικῆς οἰκονομίας καὶ ἀποδίδει ἰδιαιτέραν σημασίαν εἰς τὴν συνεργασίαν μετὰ τῶν ἰδιωτικῶν ἐπιχειρήσεων. Αἱ σχετικαὶ ἀποφάσεις θὰ ἀνακοινωθοῦν προσεχῶς μετὰ τὴν μελέτην τῶν στοιχείων ὑπὸ τῶν ἁρμοδίων ὑπηρεσιῶν.: [6, 776, 414, 825]
center-rbox4-head: ΕΘΕΡΑΠΕΥΘΗ ΕΚ ΗΜΙΠΛΗΓΙΑΣ Ο ΠΑΤΗΡ ΚΕΝΝΕΝΤΥ: [949, 1022, 1111, 1072]
right-story5-body2: Κατὰ τὰς ἐν τῷ συμβουλίῳ ἀνακοινώσεις, ἡ κυβέρνησις ἐπιμένει εἰς τὴν ἀνάγκην ταχείας ἀναπτύξεως τῆς ἐθνικῆς οἰκονομίας καὶ ἀποδίδει ἰδιαιτέραν σημασίαν εἰς τὴν συνεργασίαν μετὰ τῶν ἰδιωτικῶν ἐπιχειρήσεων. Αἱ σχετικαὶ ἀποφάσεις θὰ ἀνακοινωθοῦν προσεχῶς μετὰ τὴν μελέτην τῶν στοιχείων ὑπὸ τῶν ἁρμοδίων ὑπηρεσιῶν.: [1156, 818, 1572, 867]
center-mid-body4b: Κατὰ τὰς ἐν τῷ συμβουλίῳ ἀνακοινώσεις, ἡ κυβέρνησις ἐπιμένει εἰς τὴν ἀνάγκην ταχείας ἀναπτύξεως τῆς ἐθνικῆς οἰκονομίας καὶ ἀποδίδει ἰδιαιτέραν σημασίαν εἰς τὴν συνεργασίαν μετὰ τῶν ἰδιωτικῶν ἐπιχειρήσεων. Αἱ σχετικαὶ ἀποφάσεις θὰ ἀνακοινωθοῦν προσεχῶς μετὰ τὴν μελέτην τῶν στοιχείων ὑπὸ τῶν ἁρμοδίων ὑπηρεσιῶν.: [690, 947, 903, 1032]
left-story8-small: ΕΚΡΗΞΙΣ ΕΙΣ ΝΕΒΑΔΑΝ: [140, 1149, 280, 1162]
center-right-small3: ΑΙ ΜΩΡΑΙ ΠΑΡΘΕΝΟΙ: [968, 1581, 1092, 1594]
divider: [1156, 295, 1572, 297]
left-story5-body2: Κατὰ τὰς ἐν τῷ συμβουλίῳ ἀνακοινώσεις, ἡ κυβέρνησις ἐπιμένει εἰς τὴν ἀνάγκην ταχείας ἀναπτύξεως τῆς ἐθνικῆς οἰκονομίας καὶ ἀποδίδει ἰδιαιτέραν σημασίαν εἰς τὴν συνεργασίαν μετὰ τῶν ἰδιωτικῶν ἐπιχειρήσεων. Αἱ σχετικαὶ ἀποφάσεις θὰ ἀνακοινωθοῦν προσεχῶς μετὰ τὴν μελέτην τῶν στοιχείων ὑπὸ τῶν ἁρμοδίων ὑπηρεσιῶν.: [6, 830, 414, 878]
right-story5-body: Κατὰ τὰς ἐν τῷ συμβουλίῳ ἀνακοινώσεις, ἡ κυβέρνησις ἐπιμένει εἰς τὴν ἀνάγκην ταχείας ἀναπτύξεως τῆς ἐθνικῆς οἰκονομίας καὶ ἀποδίδει ἰδιαιτέραν σημασίαν εἰς τὴν συνεργασίαν μετὰ τῶν ἰδιωτικῶν ἐπιχειρήσεων. Αἱ σχετικαὶ ἀποφάσεις θὰ ἀνακοινωθοῦν προσεχῶς μετὰ τὴν μελέτην τῶν στοιχείων ὑπὸ τῶν ἁρμοδίων ὑπηρεσιῶν.: [1156, 764, 1572, 814]
left-story2-head: ΑΓΝΩΣΤΑ ΤΑ ΑΙΤΙΑ ΤΟΥ ΘΑΝΑΤΟΥ ΤΟΥ ΒΡΕΦΟΥΣ: [9, 397, 411, 416]
right-story2-head: ΒΑΡΥΣΗΜΑΝΤΟΝ ΛΟΓΟΝ ΘΑ ΕΚΦΩΝΗΣΗ Ο κ. ΚΡΟΥΣΤΣΕΦ ΕΙΣ ΤΗΝ ΜΟΣΧΑΝ ΚΑΤΑ ΤΟ ΣΥΝΕΔΡΙΟΝ ΤΟΥ ΑΦΟΠΛΙΣΜΟΥ: [1178, 300, 1550, 357]
center-box3-body: Κατὰ τὰς ἐν τῷ συμβουλίῳ ἀνακοινώσεις, ἡ κυβέρνησις ἐπιμένει εἰς τὴν ἀνάγκην ταχείας ἀναπτύξεως τῆς ἐθνικῆς οἰκονομίας καὶ ἀποδίδει ἰδιαιτέραν σημασίαν εἰς τὴν συνεργασίαν μετὰ τῶν ἰδιωτικῶν ἐπιχειρήσεων. Αἱ σχετικαὶ ἀποφάσεις θὰ ἀνακοινωθοῦν προσεχῶς μετὰ τὴν μελέτην τῶν στοιχείων ὑπὸ τῶν ἁρμοδίων ὑπηρεσιῶν.: [432, 1001, 675, 1074]
right-story4-head: ΣΥΝΕΛΗΦΘΗ ΕΙΣ ΤΟ ΜΠΟΥΕΝΟΣ ΑΙΡΕΣ ΠΕΡΟΝΙΚΟΣ ΔΗΜΟΣΙΟΓΡΑΦΟΣ ΣΦΟΔΡΟΣ ΠΟΛΕΜΙΟΣ ΤΟΥ ΚΑΘΕΣΤΩΤΟΣ: [1165, 593, 1563, 645]
divider: [6, 510, 414, 512]
center-box6: [432, 1361, 675, 1432]
right-story7-head: ΔΥΟ ΑΜΕΡΙΚΑΝΟΙ ΤΗΣ ΒΑΣΕΩΣ ΝΤΙΑΡΜΠΕΚΙΡ ΘΥΜΑΤΑ ΘΡΑΣΥΤΑΤΗΣ ΛΗΣΤΕΙΑΣ ΕΙΣ ΤΟΥΡΚΙΑΝ: [1181, 1042, 1547, 1077]
center-rbox1-body: Κατὰ τὰς ἐν τῷ συμβουλίῳ ἀνακοινώσεις, ἡ κυβέρνησις ἐπιμένει εἰς τὴν ἀνάγκην ταχείας ἀναπτύξεως τῆς ἐθνικῆς οἰκονομίας καὶ ἀποδίδει ἰδιαιτέραν σημασίαν εἰς τὴν συνεργασίαν μετὰ τῶν ἰδιωτικῶν ἐπιχειρήσεων. Αἱ σχετικαὶ ἀποφάσεις θὰ ἀνακοινωθοῦν προσεχῶς μετὰ τὴν μελέτην τῶν στοιχείων ὑπὸ τῶν ἁρμοδίων ὑπηρεσιῶν.: [919, 647, 1140, 732]
left-story6-head: ΕΝΙΣΧΥΕΤΑΙ ΜΕ ΝΕΟΥ ΤΥΠΟΥ ΒΛΗΜΑΤΑ Η ΠΥΡΑΥΛΙΚΗ ΔΥΝΑΜΙΣ ΤΗΣ ΑΜΕΡΙΚΗΣ: [23, 908, 397, 984]
left-story6-kicker: Δημιουργοῦνται καὶ ἄλλαι βάσεις: [94, 890, 326, 908]
right-story1-body2: Κατὰ τὰς ἐν τῷ συμβουλίῳ ἀνακοινώσεις, ἡ κυβέρνησις ἐπιμένει εἰς τὴν ἀνάγκην ταχείας ἀναπτύξεως τῆς ἐθνικῆς οἰκονομίας καὶ ἀποδίδει ἰδιαιτέραν σημασίαν εἰς τὴν συνεργασίαν μετὰ τῶν ἰδιωτικῶν ἐπιχειρήσεων. Αἱ σχετικαὶ ἀποφάσεις θὰ ἀνακοινωθοῦν προσεχῶς μετὰ τὴν μελέτην τῶν στοιχείων ὑπὸ τῶν ἁρμοδίων ὑπηρεσιῶν.: [1156, 241, 1572, 290]
right-story8-sub: Ἐπιστρέφει εἰς τὸ Βελιγράδιον ἡ ὑπὸ τὸν Τοντόροβιτς ἀποστολή: [1156, 1216, 1572, 1260]
right-story5-head: «ΓΥΦΤΙΚΟΣ» ΓΑΜΟΣ ΕΙΧΕΝ ΑΔΟΞΟΝ ΤΕΛΟΣ ΔΙΟΤΙ Ο ΓΑΜΒΡΟΣ ΗΡΝΗΘΗ ΕΙΣ ΤΟΝ ΠΕΝΘΕΡΟΝ ΤΗΝ ΚΑΤΑΒΟΛΗΝ ΤΗΣ «ΑΓΟΡΑΣ» ΤΗΣ ΝΥΜΦΗΣ: [1165, 708, 1563, 762]
divider: [6, 883, 414, 885]
right-story8-body: Κατὰ τὰς ἐν τῷ συμβουλίῳ ἀνακοινώσεις, ἡ κυβέρνησις ἐπιμένει εἰς τὴν ἀνάγκην ταχείας ἀναπτύξεως τῆς ἐθνικῆς οἰκονομίας καὶ ἀποδίδει ἰδιαιτέραν σημασίαν εἰς τὴν συνεργασίαν μετὰ τῶν ἰδιωτικῶν ἐπιχειρήσεων. Αἱ σχετικαὶ ἀποφάσεις θὰ ἀνακοινωθοῦν προσεχῶς μετὰ τὴν μελέτην τῶν στοιχείων ὑπὸ τῶν ἁρμοδίων ὑπηρεσιῶν.: [1156, 1306, 1572, 1355]
left-kicker: Μετά τὴν ἔνταξιν εἰς τὴν κοινὴν ἀγοράν: [36, 16, 384, 36]
column-rule: [911, 355, 912, 2312]
center-rbox2-head: ΖΗΤΟΥΝ ΕΛΕΓΧΟΝ ΤΩΝ Η.Ε. ΔΙΑ ΤΟ ΔΗΜΟΨΗΦΙΣΜΑ ΤΗΣ ΣΙΓΚΑΠΟΥΡΗΣ: [928, 736, 1131, 786]
center-rbox8-head: ΙΤΑΛΟΣ ΥΠΟΥΡΓΟΣ ΠΑΡΑ ΤΩ ΝΑΣΣΕΡ: [926, 1686, 1133, 1719]
center-mid-body4: Κατὰ τὰς ἐν τῷ συμβουλίῳ ἀνακοινώσεις, ἡ κυβέρνησις ἐπιμένει εἰς τὴν ἀνάγκην ταχείας ἀναπτύξεως τῆς ἐθνικῆς οἰκονομίας καὶ ἀποδίδει ἰδιαιτέραν σημασίαν εἰς τὴν συνεργασίαν μετὰ τῶν ἰδιωτικῶν ἐπιχειρήσεων. Αἱ σχετικαὶ ἀποφάσεις θὰ ἀνακοινωθοῦν προσεχῶς μετὰ τὴν μελέτην τῶν στοιχείων ὑπὸ τῶν ἁρμοδίων ὑπηρεσιῶν.: [690, 856, 903, 942]
center-box2: [432, 785, 675, 856]
center-rbox1: [919, 554, 1140, 641]
center-mid-small3: Ο ΠΡΟΫΠΟΛΟΓΙΣΜΟΣ: [732, 841, 862, 854]
